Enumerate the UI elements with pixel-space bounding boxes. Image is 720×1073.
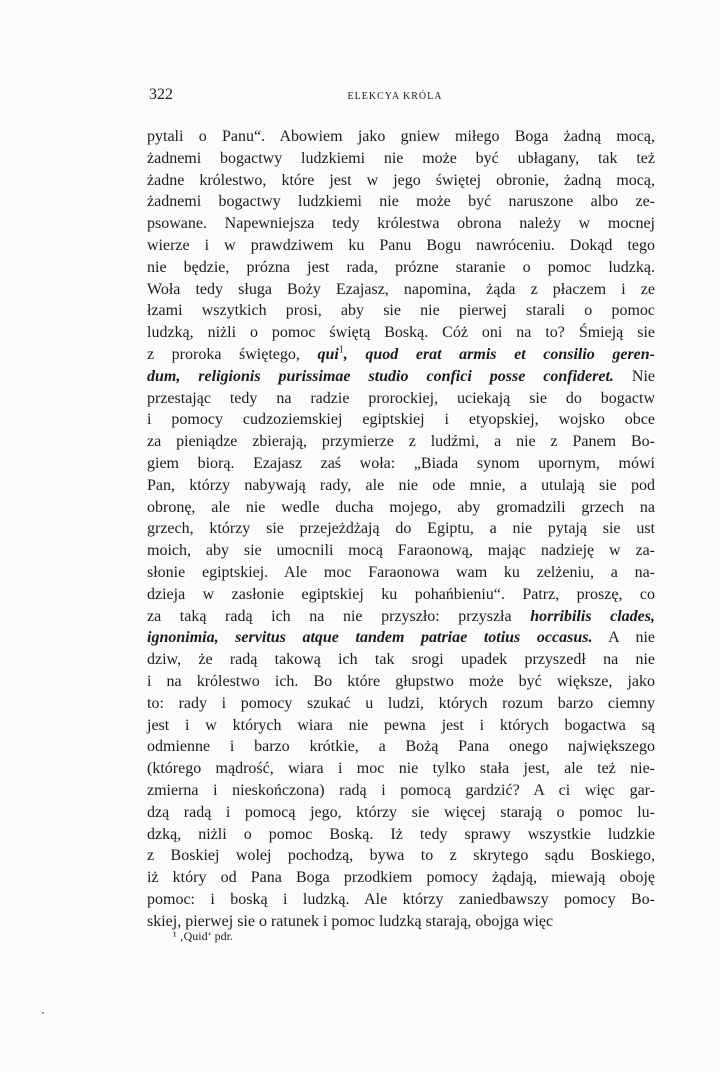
text-line [147,497,655,519]
text-line [147,366,655,388]
text-segment: psowane. Napewniejsza tedy królestwa obrona należy w mocnej [147,215,655,233]
text-segment: obronę, ale nie wedle ducha mojego, aby gromadzili grzech na [147,498,655,516]
text-segment: jest i w których wiara nie pewna jest i których bogactwa są [147,716,655,734]
text-line [147,824,655,846]
text-line [147,562,655,584]
text-segment: i na królestwo ich. Bo które głupstwo może być większe, jako [147,672,655,690]
italic-text: horribilis clades, [530,607,656,625]
text-segment: skiej, pierwej sie o ratunek i pomoc ludzką starają, obojga więc [147,912,554,930]
text-segment: żadnemi bogactwy ludzkiemi nie może być naruszone albo ze- [147,193,655,211]
text-line [147,649,655,671]
text-segment: to: rady i pomocy szukać u ludzi, których rozum barzo ciemny [147,694,655,712]
text-segment: grzech, którzy sie przejeżdżają do Egiptu, a nie pytają sie ust [147,520,655,538]
text-line [147,257,655,279]
text-line [147,191,655,213]
text-line [147,627,655,649]
text-segment: za pieniądze zbierają, przymierze z ludźmi, a nie z Panem Bo- [147,433,655,451]
running-head: ELEKCYA KRÓLA [347,91,443,102]
text-segment: nie będzie, prózna jest rada, prózne staranie o pomoc ludzką. [147,258,655,276]
italic-text: qui [317,345,339,363]
text-segment: (którego mądrość, wiara i moc nie tylko stała jest, ale też nie- [147,760,655,778]
text-segment: żadnemi bogactwy ludzkiemi nie może być ubłagany, tak też [147,149,655,167]
text-segment: żadne królestwo, które jest w jego świętej obronie, żadną mocą, [147,171,655,189]
text-line [147,409,655,431]
footnote: ¹ ‚Quid‘ pdr. [173,929,233,943]
text-line [147,431,655,453]
text-segment: Nie [613,367,655,385]
text-segment: A nie [592,629,655,647]
page-number: 322 [149,86,173,103]
text-segment: słonie egiptskiej. Ale moc Faraonowa wam ku zelżeniu, a na- [147,563,655,581]
text-segment: pomoc: i boską i ludzką. Ale którzy zaniedbawszy pomocy Bo- [147,890,655,908]
text-line [147,889,655,911]
text-segment: giem biorą. Ezajasz zaś woła: „Biada synom upornym, mówi [147,454,655,472]
text-line [147,126,655,148]
text-line [147,475,655,497]
text-line [147,213,655,235]
page-speck [42,1012,44,1014]
text-segment: iż który od Pana Boga przodkiem pomocy żądają, miewają oboję [147,869,655,887]
text-segment: zmierna i nieskończona) radą i pomocą gardzić? A ci więc gar- [147,781,655,799]
text-line [147,322,655,344]
body-text [147,126,655,932]
text-line [147,867,655,889]
text-segment: odmienne i barzo krótkie, a Bożą Pana onego największego [147,738,655,756]
text-line [147,300,655,322]
text-line [147,170,655,192]
text-segment: dzą radą i pomocą jego, którzy sie więcej starają o pomoc lu- [147,803,655,821]
text-line [147,148,655,170]
text-segment: ludzką, niżli o pomoc świętą Boską. Cóż oni na to? Śmieją sie [147,324,655,342]
text-line [147,758,655,780]
text-segment: przestając tedy na radzie prorockiej, uciekają sie do bogactw [147,389,655,407]
text-segment: dzieja w zasłonie egiptskiej ku pohańbieniu“. Patrz, proszę, co [147,585,655,603]
text-line [147,388,655,410]
text-segment: z Boskiej wolej pochodzą, bywa to z skrytego sądu Boskiego, [147,847,655,865]
text-line [147,715,655,737]
text-segment: dzką, niżli o pomoc Boską. Iż tedy sprawy wszystkie ludzkie [147,825,655,843]
italic-text: ignonimia, servitus atque tandem patriae totius occasus. [147,629,593,647]
text-segment: pytali o Panu“. Abowiem jako gniew miłego Boga żadną mocą, [147,128,655,145]
text-line [147,693,655,715]
text-segment: i pomocy cudzoziemskiej egiptskiej i etyopskiej, wojsko obce [147,411,655,429]
text-segment: łzami wszytkich prosi, aby sie nie pierwej starali o pomoc [147,302,655,320]
text-segment: wierze i w prawdziwem ku Panu Bogu nawróceniu. Dokąd tego [147,236,655,254]
text-segment: za taką radą ich na nie przyszło: przyszła [147,607,531,625]
italic-text: dum, religionis purissimae studio confici posse confideret. [147,367,614,385]
text-segment: moich, aby sie umocnili mocą Faraonową, mając nadzieję w za- [147,542,655,560]
text-segment: Woła tedy sługa Boży Ezajasz, napomina, żąda z płaczem i ze [147,280,655,298]
text-line [147,540,655,562]
text-line [147,235,655,257]
text-segment: z proroka świętego, [147,345,318,363]
footnote-marker: 1 [338,344,344,356]
text-line [147,736,655,758]
text-line [147,344,655,366]
text-line [147,671,655,693]
text-line [147,606,655,628]
text-segment: Pan, którzy nabywają rady, ale nie ode mnie, a utulają sie pod [147,476,655,494]
italic-text: , quod erat armis et consilio geren- [343,345,656,363]
text-line [147,518,655,540]
text-line [147,845,655,867]
text-line [147,279,655,301]
text-line [147,584,655,606]
text-segment: dziw, że radą takową ich tak srogi upadek przyszedł na nie [147,651,655,669]
text-line [147,453,655,475]
text-line [147,780,655,802]
text-line [147,802,655,824]
